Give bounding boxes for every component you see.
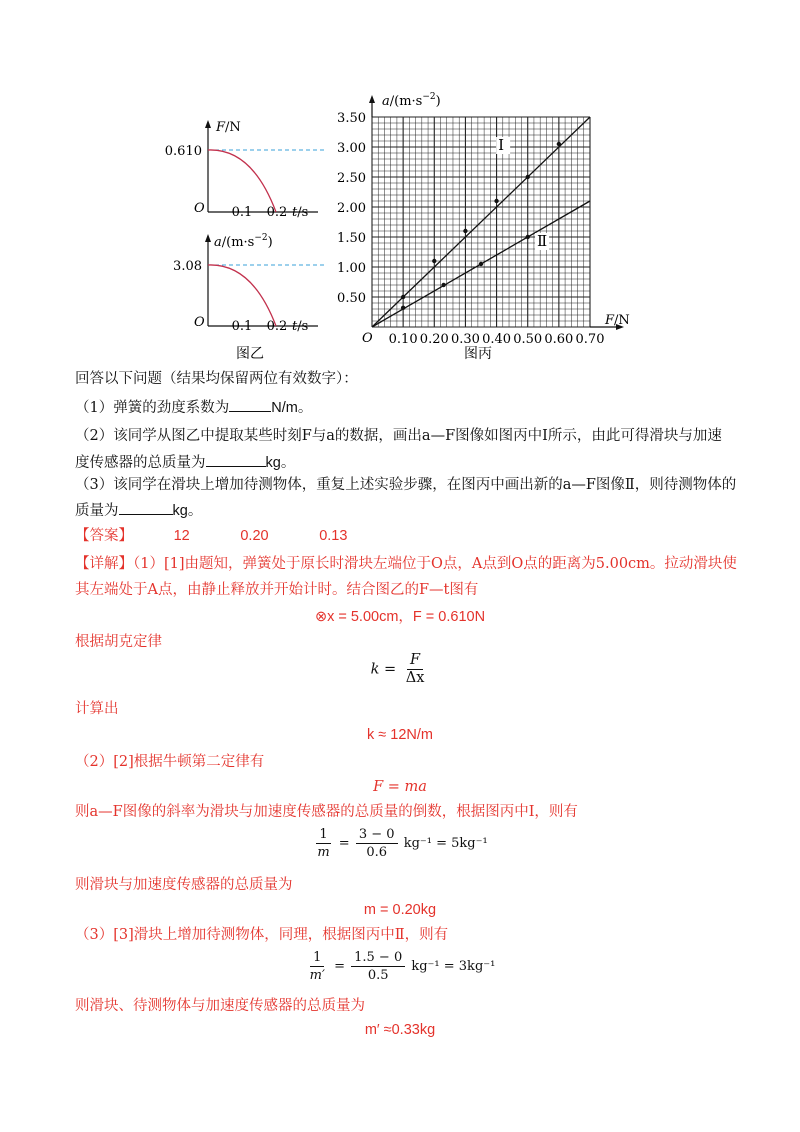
fraction-denominator: m bbox=[317, 845, 330, 860]
figure-yi bbox=[160, 112, 350, 362]
y-tick-label: 3.00 bbox=[337, 141, 366, 156]
equation-rest: kg⁻¹ = 5kg⁻¹ bbox=[403, 836, 488, 851]
series-label: Ⅱ bbox=[537, 232, 548, 250]
fraction-numerator: F bbox=[407, 652, 423, 670]
equation-lhs: k = bbox=[370, 661, 397, 678]
explanation-p2c: 则滑块与加速度传感器的总质量为 bbox=[75, 877, 293, 893]
origin-label: O bbox=[194, 315, 205, 330]
data-point bbox=[526, 235, 530, 239]
question-1 bbox=[75, 397, 312, 418]
fraction-denominator: m′ bbox=[309, 968, 325, 983]
x-axis-label: t/s bbox=[292, 319, 309, 334]
y-tick-label: 1.00 bbox=[337, 261, 366, 276]
question-2-line-1: （2）该同学从图乙中提取某些时刻F与a的数据，画出a—F图像如图丙中Ⅰ所示，由此可得滑块与加速 bbox=[75, 428, 722, 444]
x-tick-label: 0.1 bbox=[231, 205, 253, 220]
force-curve bbox=[208, 150, 276, 212]
data-point bbox=[463, 229, 467, 233]
data-point bbox=[494, 199, 498, 203]
y-axis-label: $a/(m\cdot s^{-2})$ bbox=[382, 92, 441, 109]
explanation-p1b: 其左端处于A点，由静止释放并开始计时。结合图乙的F—t图有 bbox=[75, 582, 479, 598]
series-label: Ⅰ bbox=[498, 136, 505, 154]
explanation-p3b: 则滑块、待测物体与加速度传感器的总质量为 bbox=[75, 998, 365, 1014]
data-point bbox=[401, 295, 405, 299]
equation-mass-2: $\frac{1}{m'}$ = $\frac{1.5 - 0}{0.5}$ kg⁻¹ = 3kg⁻¹ bbox=[0, 949, 800, 984]
fraction-numerator: 1.5 − 0 bbox=[351, 949, 405, 967]
x-tick-label: 0.30 bbox=[450, 332, 480, 347]
equation-mass-1: $\frac{1}{m}$ = $\frac{3 - 0}{0.6}$ kg⁻¹ = 5kg⁻¹ bbox=[0, 826, 800, 861]
equation-k-result: k ≈ 12N/m bbox=[367, 727, 433, 743]
answer-blank[interactable] bbox=[119, 500, 173, 515]
y-tick-label: 3.08 bbox=[173, 259, 202, 274]
question-3-unit: kg。 bbox=[172, 503, 203, 519]
y-tick-label: 0.610 bbox=[164, 144, 202, 159]
equation-newton: F = ma bbox=[373, 779, 427, 795]
chart-series bbox=[372, 117, 590, 327]
question-3-text: 质量为 bbox=[75, 503, 119, 519]
figure-caption: 图乙 bbox=[236, 346, 264, 362]
y-axis-arrow bbox=[369, 95, 375, 103]
x-tick-label: 0.2 bbox=[266, 319, 288, 334]
explanation-label: 【详解】 bbox=[75, 556, 133, 572]
fraction-denominator: 0.6 bbox=[366, 845, 388, 860]
equation-hooke-law bbox=[0, 652, 800, 687]
equation-rest: kg⁻¹ = 3kg⁻¹ bbox=[411, 959, 496, 974]
y-tick-label: 3.50 bbox=[337, 111, 366, 126]
question-3-line-1: （3）该同学在滑块上增加待测物体，重复上述实验步骤，在图丙中画出新的a—F图像Ⅱ，则待测物体的 bbox=[75, 477, 737, 493]
x-tick-label: 0.40 bbox=[482, 332, 512, 347]
x-tick-label: 0.60 bbox=[544, 332, 574, 347]
figure-bing-chart bbox=[330, 88, 650, 370]
x-axis-label: t/s bbox=[292, 205, 309, 220]
question-2-line-2 bbox=[75, 452, 295, 473]
origin-label: O bbox=[362, 331, 373, 346]
x-tick-label: 0.1 bbox=[231, 319, 253, 334]
answer-row bbox=[75, 526, 347, 546]
y-axis-arrow bbox=[205, 234, 211, 242]
fraction-numerator: 1 bbox=[316, 826, 330, 844]
x-tick-label: 0.10 bbox=[388, 332, 418, 347]
data-point bbox=[401, 306, 405, 310]
explanation-p3: （3）[3]滑块上增加待测物体，同理，根据图丙中Ⅱ，则有 bbox=[75, 927, 449, 943]
answer-blank[interactable] bbox=[206, 452, 266, 467]
x-axis-label: F/N bbox=[605, 313, 630, 328]
data-point bbox=[479, 262, 483, 266]
y-tick-label: 1.50 bbox=[337, 231, 366, 246]
explanation-p2: （2）[2]根据牛顿第二定律有 bbox=[75, 754, 265, 770]
chart-tick-labels bbox=[337, 111, 604, 347]
question-1-text: （1）弹簧的劲度系数为 bbox=[75, 400, 230, 416]
x-tick-label: 0.50 bbox=[513, 332, 543, 347]
equation-displacement-force: ⊗x = 5.00cm，F = 0.610N bbox=[314, 609, 486, 625]
questions-intro: 回答以下问题（结果均保留两位有效数字）： bbox=[75, 371, 358, 387]
chart-caption: 图丙 bbox=[464, 346, 492, 362]
y-axis-label: F/N bbox=[216, 120, 241, 135]
force-time-graph bbox=[165, 120, 326, 220]
explanation-hooke: 根据胡克定律 bbox=[75, 634, 162, 650]
chart-grid bbox=[369, 95, 624, 330]
question-2-unit: kg。 bbox=[265, 455, 296, 471]
fraction-denominator: Δx bbox=[405, 670, 425, 686]
equation-m-result: m = 0.20kg bbox=[363, 902, 437, 918]
answer-value: 12 bbox=[173, 528, 190, 544]
y-tick-label: 2.00 bbox=[337, 201, 366, 216]
y-axis-label: $a/(m\cdot s^{-2})$ bbox=[214, 233, 273, 250]
y-tick-label: 0.50 bbox=[337, 291, 366, 306]
acceleration-curve bbox=[208, 265, 276, 326]
explanation-p2b: 则a—F图像的斜率为滑块与加速度传感器的总质量的倒数，根据图丙中Ⅰ，则有 bbox=[75, 804, 578, 820]
question-2-text: 度传感器的总质量为 bbox=[75, 455, 206, 471]
x-tick-label: 0.2 bbox=[266, 205, 288, 220]
fraction-denominator: 0.5 bbox=[367, 968, 389, 983]
origin-label: O bbox=[194, 201, 205, 216]
acceleration-time-graph bbox=[173, 233, 326, 334]
answer-value: 0.20 bbox=[240, 528, 269, 544]
question-3-line-2 bbox=[75, 500, 202, 521]
explanation-text: （1）[1]由题知，弹簧处于原长时滑块左端位于O点，A点到O点的距离为5.00cm。拉动滑块使 bbox=[133, 556, 737, 572]
equation-mprime-result: m′ ≈0.33kg bbox=[364, 1022, 436, 1038]
fraction-numerator: 1 bbox=[310, 949, 324, 967]
data-point bbox=[441, 283, 445, 287]
fraction-numerator: 3 − 0 bbox=[356, 826, 398, 844]
x-tick-label: 0.20 bbox=[419, 332, 449, 347]
question-1-unit: N/m。 bbox=[271, 400, 313, 416]
answer-blank[interactable] bbox=[229, 397, 271, 412]
y-tick-label: 2.50 bbox=[337, 171, 366, 186]
data-point bbox=[526, 175, 530, 179]
x-tick-label: 0.70 bbox=[575, 332, 605, 347]
data-point bbox=[432, 259, 436, 263]
data-point bbox=[557, 142, 561, 146]
answer-value: 0.13 bbox=[319, 528, 348, 544]
explanation-calc: 计算出 bbox=[75, 701, 119, 717]
answer-label: 【答案】 bbox=[75, 528, 133, 544]
y-axis-arrow bbox=[205, 120, 211, 128]
explanation-p1 bbox=[75, 554, 737, 574]
